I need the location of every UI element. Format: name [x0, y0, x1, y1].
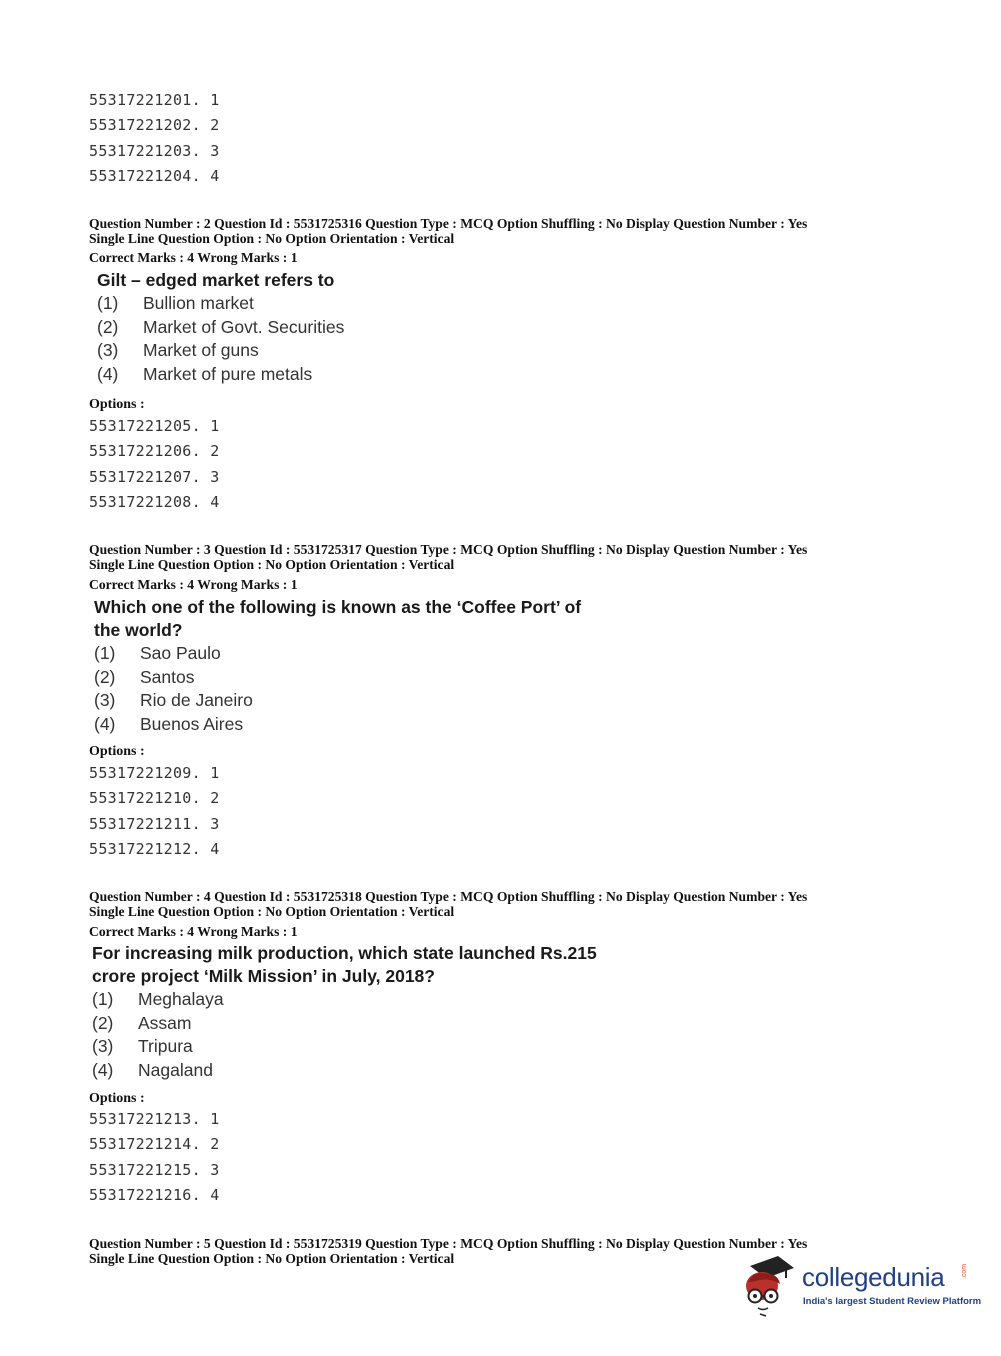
option-id: 55317221203. 3: [89, 141, 220, 160]
choice-number: (4): [94, 713, 116, 734]
q3-question-block: [94, 596, 581, 736]
option-id: 55317221209. 1: [89, 764, 220, 782]
logo-wordmark: collegedunia: [802, 1262, 945, 1292]
choice-text: Market of Govt. Securities: [143, 316, 345, 337]
q4-options-label: Options :: [89, 1091, 145, 1106]
choice-text: Market of guns: [143, 340, 259, 360]
question-text: Gilt – edged market refers to: [97, 270, 335, 290]
logo-tagline: India's largest Student Review Platform: [803, 1296, 982, 1307]
option-id: 55317221213. 1: [89, 1110, 220, 1128]
collegedunia-logo: [740, 1252, 982, 1318]
q4-meta-line2: Single Line Question Option : No Option Orientation : Vertical: [89, 904, 455, 919]
question-text: For increasing milk production, which state launched Rs.215: [92, 943, 597, 963]
choice-3: [94, 689, 581, 713]
choice-4: [94, 713, 581, 737]
option-id: 55317221215. 3: [89, 1160, 220, 1179]
choice-number: (4): [97, 363, 119, 384]
choice-4: [97, 363, 344, 387]
q2-marks: Correct Marks : 4 Wrong Marks : 1: [89, 250, 298, 265]
option-id: 55317221214. 2: [89, 1135, 220, 1154]
q5-meta-line1: Question Number : 5 Question Id : 5531725319 Question Type : MCQ Option Shuffling : No Display Question Number : Yes: [89, 1236, 808, 1251]
choice-3: [92, 1035, 597, 1059]
q2-meta-line2: Single Line Question Option : No Option Orientation : Vertical: [89, 231, 455, 246]
option-id: 55317221207. 3: [89, 467, 220, 486]
choice-1: [94, 642, 581, 666]
choice-number: (1): [94, 643, 116, 663]
option-id: 55317221204. 4: [89, 166, 220, 185]
choice-text: Assam: [138, 1012, 192, 1033]
choice-text: Bullion market: [143, 293, 254, 313]
choice-number: (2): [92, 1012, 114, 1033]
q4-meta-line1: Question Number : 4 Question Id : 5531725318 Question Type : MCQ Option Shuffling : No Display Question Number : Yes: [89, 889, 808, 904]
question-text: Which one of the following is known as the ‘Coffee Port’ of: [94, 597, 582, 617]
option-id: 55317221208. 4: [89, 492, 220, 511]
option-id: 55317221206. 2: [89, 442, 220, 461]
option-id: 55317221202. 2: [89, 116, 220, 135]
q4-marks: Correct Marks : 4 Wrong Marks : 1: [89, 924, 298, 939]
option-id: 55317221201. 1: [89, 91, 220, 109]
choice-1: [92, 988, 597, 1012]
q2-option-ids: [89, 414, 220, 515]
q3-options-label: Options :: [89, 744, 145, 759]
q3-option-ids: [89, 761, 220, 862]
choice-text: Santos: [140, 666, 195, 687]
choice-2: [92, 1012, 597, 1036]
choice-number: (2): [94, 666, 116, 687]
q4-meta: [89, 889, 909, 919]
choice-number: (1): [97, 293, 119, 313]
q2-options-label: Options :: [89, 397, 145, 412]
choice-number: (3): [92, 1036, 114, 1056]
choice-text: Rio de Janeiro: [140, 690, 253, 710]
choice-3: [97, 339, 344, 363]
q2-meta: [89, 216, 909, 246]
q3-meta: [89, 542, 909, 572]
choice-text: Meghalaya: [138, 989, 224, 1009]
logo-suffix: .com: [961, 1263, 969, 1280]
choice-text: Market of pure metals: [143, 363, 313, 384]
question-text: the world?: [94, 620, 183, 640]
choice-text: Sao Paulo: [140, 643, 221, 663]
choice-1: [97, 292, 344, 316]
choice-2: [97, 316, 344, 340]
q5-meta-line2: Single Line Question Option : No Option Orientation : Vertical: [89, 1251, 455, 1266]
choice-text: Nagaland: [138, 1059, 213, 1080]
choice-number: (2): [97, 316, 119, 337]
q3-meta-line2: Single Line Question Option : No Option Orientation : Vertical: [89, 557, 455, 572]
option-id: 55317221205. 1: [89, 417, 220, 435]
option-id: 55317221211. 3: [89, 814, 220, 833]
q2-question-block: [97, 269, 344, 386]
option-id: 55317221216. 4: [89, 1185, 220, 1204]
q1-option-ids: [89, 88, 220, 189]
choice-text: Tripura: [138, 1036, 193, 1056]
q3-marks: Correct Marks : 4 Wrong Marks : 1: [89, 577, 298, 592]
choice-number: (3): [97, 340, 119, 360]
choice-2: [94, 666, 581, 690]
choice-number: (1): [92, 989, 114, 1009]
choice-text: Buenos Aires: [140, 713, 244, 734]
option-id: 55317221210. 2: [89, 789, 220, 808]
choice-4: [92, 1059, 597, 1083]
q2-meta-line1: Question Number : 2 Question Id : 5531725316 Question Type : MCQ Option Shuffling : No Display Question Number : Yes: [89, 216, 808, 231]
choice-number: (3): [94, 690, 116, 710]
q3-meta-line1: Question Number : 3 Question Id : 5531725317 Question Type : MCQ Option Shuffling : No Display Question Number : Yes: [89, 542, 808, 557]
q4-question-block: [92, 942, 597, 1082]
q4-option-ids: [89, 1107, 220, 1208]
question-text: crore project ‘Milk Mission’ in July, 2018?: [92, 966, 435, 986]
option-id: 55317221212. 4: [89, 839, 220, 858]
mascot-icon: [740, 1252, 800, 1318]
choice-number: (4): [92, 1059, 114, 1080]
